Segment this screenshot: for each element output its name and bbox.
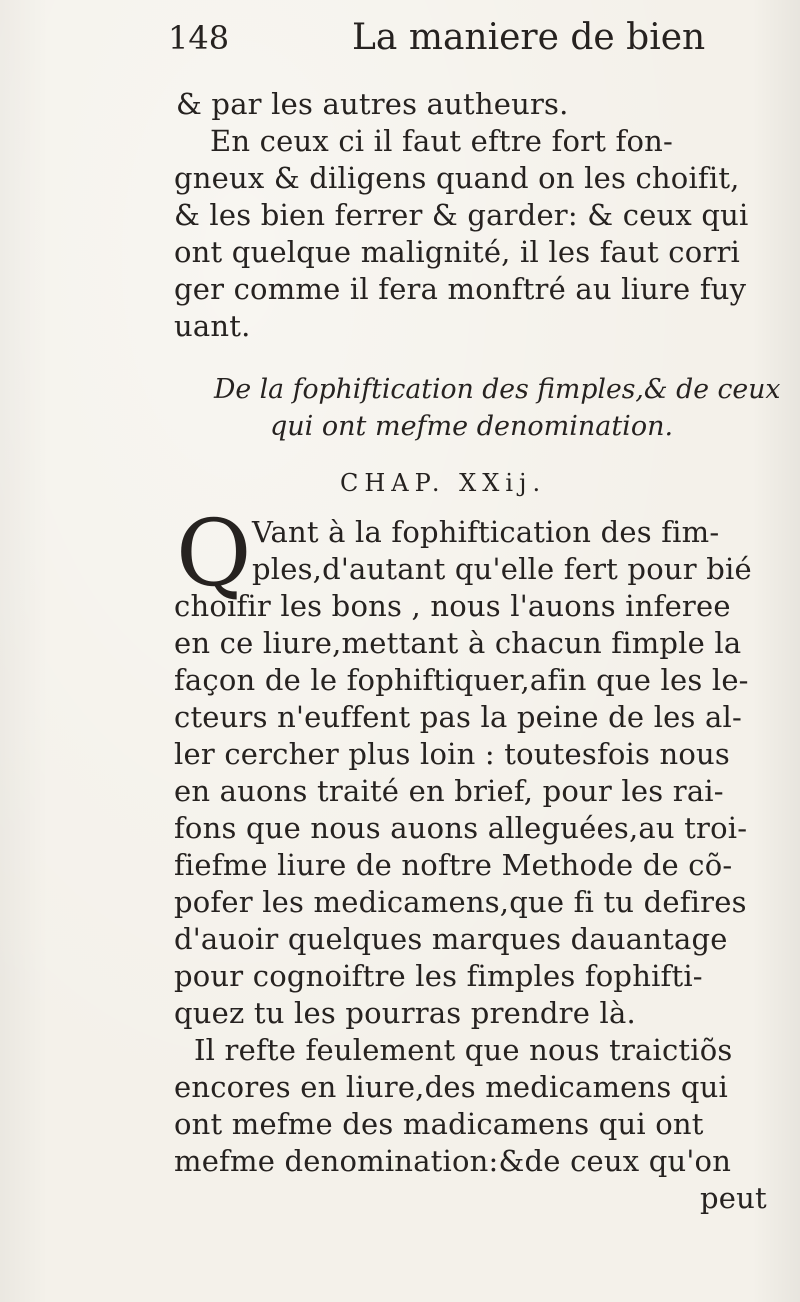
running-title: La maniere de bien [352, 17, 706, 58]
text-line: ont quelque malignité, il les faut corri [174, 235, 740, 269]
page-number: 148 [168, 19, 230, 57]
text-line: en auons traité en brief, pour les rai- [174, 774, 724, 808]
text-line: fiefme liure de noftre Methode de cõ- [174, 848, 733, 882]
catchword: peut [700, 1181, 767, 1215]
text-line: encores en liure,des medicamens qui [174, 1070, 729, 1104]
text-line: cteurs n'euffent pas la peine de les al- [174, 700, 743, 734]
text-line: ples,d'autant qu'elle fert pour bié [252, 552, 752, 586]
chapter-heading-line-2: qui ont mefme denomination. [270, 411, 674, 442]
text-line: uant. [174, 309, 251, 343]
chapter-number: CHAP. XXij. [340, 469, 547, 497]
text-line: quez tu les pourras prendre là. [174, 996, 636, 1030]
chapter-heading-line-1: De la fophiftication des fimples,& de ceux [214, 374, 781, 405]
text-line: ger comme il fera monftré au liure fuy [174, 272, 747, 306]
text-line: & les bien ferrer & garder: & ceux qui [174, 198, 749, 232]
text-line: pour cognoiftre les fimples fophifti- [174, 959, 703, 993]
text-line: en ce liure,mettant à chacun fimple la [174, 626, 742, 660]
text-line: ont mefme des madicamens qui ont [174, 1107, 704, 1141]
text-line: gneux & diligens quand on les choifit, [174, 161, 740, 195]
text-line: pofer les medicamens,que fi tu defires [174, 885, 747, 919]
text-line: d'auoir quelques marques dauantage [174, 922, 728, 956]
text-line: mefme denomination:&de ceux qu'on [174, 1144, 732, 1178]
text-line: En ceux ci il faut eftre fort fon- [210, 124, 673, 158]
text-line: & par les autres autheurs. [176, 87, 569, 121]
text-line: fons que nous auons alleguées,au troi- [174, 811, 748, 845]
text-line: façon de le fophiftiquer,afin que les le- [174, 663, 749, 697]
drop-cap: Q [176, 500, 252, 607]
text-line: Vant à la fophiftication des fim- [252, 515, 720, 549]
text-line: choifir les bons , nous l'auons inferee [174, 589, 731, 623]
text-line: ler cercher plus loin : toutesfois nous [174, 737, 731, 771]
text-line: Il refte feulement que nous traictiõs [194, 1033, 733, 1067]
